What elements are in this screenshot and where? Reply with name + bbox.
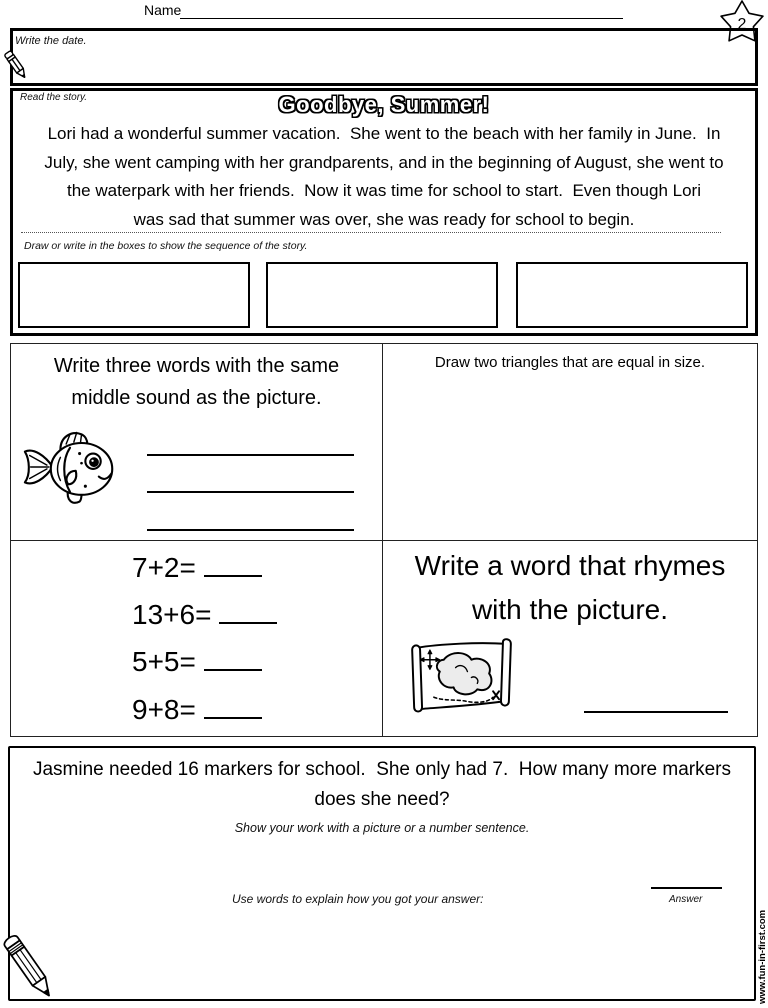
date-box[interactable]: [10, 28, 758, 86]
question-line: Jasmine needed 16 markers for school. She only had 7. How many more markers: [32, 759, 732, 780]
answer-blank[interactable]: [204, 647, 262, 671]
story-text: [13, 120, 755, 234]
explain-instruction: Use words to explain how you got your answer:: [232, 892, 484, 906]
word-problem-question: [10, 755, 754, 815]
fish-icon: [22, 428, 118, 506]
website-credit: www.fun-in-first.com: [757, 909, 768, 1004]
work-instruction: Show your work with a picture or a number sentence.: [234, 821, 530, 835]
math-problem: [132, 550, 262, 586]
date-instruction: Write the date.: [15, 35, 87, 47]
name-field-line[interactable]: [180, 4, 623, 19]
answer-blank[interactable]: [219, 600, 277, 624]
equation: 13+6=: [132, 599, 212, 630]
treasure-map-icon: [410, 638, 515, 713]
math-problem: [132, 644, 262, 680]
story-title: Goodbye, Summer!: [278, 92, 490, 117]
question-line: does she need?: [314, 789, 450, 810]
answer-blank[interactable]: [204, 695, 262, 719]
answer-blank[interactable]: [204, 553, 262, 577]
equation: 5+5=: [132, 646, 196, 677]
activity-grid: [10, 343, 758, 737]
prompt-line: middle sound as the picture.: [71, 387, 322, 409]
answer-line[interactable]: [147, 491, 354, 493]
answer-line[interactable]: [147, 454, 354, 456]
prompt-line: Write three words with the same: [53, 355, 340, 377]
story-instruction: Read the story.: [20, 92, 88, 103]
story-line: Lori had a wonderful summer vacation. She went to the beach with her family in June. In: [47, 124, 721, 143]
middle-sound-cell: [11, 344, 383, 541]
story-line: the waterpark with her friends. Now it was time for school to start. Even though Lori: [66, 181, 701, 200]
answer-line[interactable]: [147, 529, 354, 531]
pencil-icon: [4, 49, 28, 81]
name-label: Name: [144, 2, 182, 18]
answer-line[interactable]: [584, 711, 728, 713]
story-line: was sad that summer was over, she was ready for school to begin.: [133, 209, 635, 229]
story-line: July, she went camping with her grandparents, and in the beginning of August, she went to: [44, 152, 724, 172]
sequence-box-1[interactable]: [18, 262, 250, 328]
pencil-icon: [0, 928, 58, 1006]
math-problem: [132, 597, 277, 633]
equation: 7+2=: [132, 552, 196, 583]
rhyme-prompt: [383, 544, 757, 632]
triangles-prompt: Draw two triangles that are equal in size.: [434, 354, 706, 371]
answer-line[interactable]: [651, 887, 722, 889]
triangles-cell[interactable]: [383, 344, 757, 541]
rhyme-cell: [383, 541, 757, 736]
story-section: [10, 88, 758, 336]
page-number: 2: [737, 16, 747, 33]
middle-sound-prompt: [11, 350, 382, 414]
sequence-box-3[interactable]: [516, 262, 748, 328]
answer-label: Answer: [669, 894, 703, 905]
math-problem: [132, 692, 262, 728]
equation: 9+8=: [132, 694, 196, 725]
sequence-instruction: Draw or write in the boxes to show the sequence of the story.: [24, 240, 308, 252]
math-cell: [11, 541, 383, 736]
sequence-box-2[interactable]: [266, 262, 498, 328]
prompt-line: with the picture.: [471, 594, 669, 625]
word-problem-section[interactable]: [8, 746, 756, 1001]
dotted-divider: [21, 232, 721, 233]
prompt-line: Write a word that rhymes: [414, 550, 726, 581]
